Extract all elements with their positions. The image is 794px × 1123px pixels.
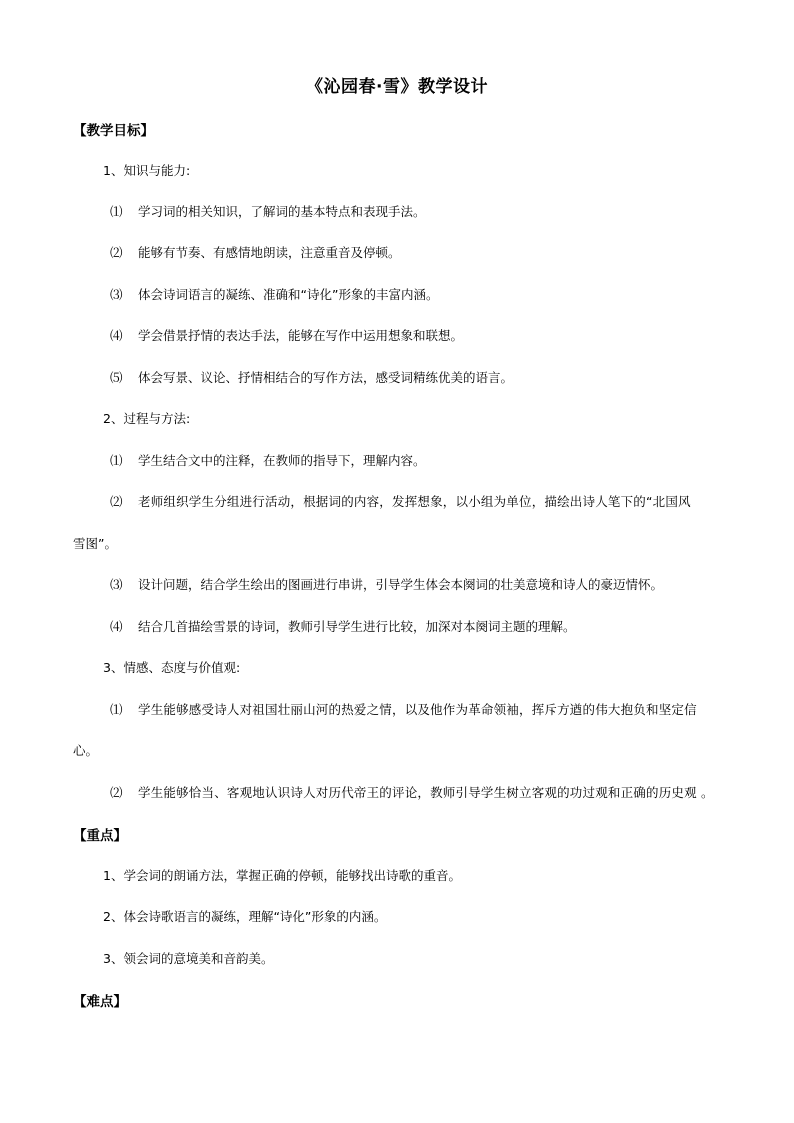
list-item — [110, 368, 513, 386]
list-item — [110, 492, 691, 510]
list-item — [110, 617, 576, 635]
item-text: 学生结合文中的注释，在教师的指导下，理解内容。 — [138, 453, 426, 468]
item-number: ⑷ — [110, 619, 123, 634]
item-number: ⑷ — [110, 328, 123, 343]
key-points-heading: 【重点】 — [73, 828, 127, 844]
item-number: ⑶ — [110, 577, 123, 592]
item-text: 学习词的相关知识，了解词的基本特点和表现手法。 — [138, 204, 426, 219]
item-text: 设计问题，结合学生绘出的图画进行串讲，引导学生体会本阕词的壮美意境和诗人的豪迈情怀。 — [138, 577, 664, 592]
knowledge-label: 1、知识与能力: — [103, 163, 191, 178]
item-number: ⑴ — [110, 453, 123, 468]
item-text: 结合几首描绘雪景的诗词，教师引导学生进行比较，加深对本阕词主题的理解。 — [138, 619, 576, 634]
item-number: ⑴ — [110, 702, 123, 717]
item-number: ⑸ — [110, 370, 123, 385]
list-item — [110, 575, 663, 593]
item-text: 老师组织学生分组进行活动，根据词的内容，发挥想象，以小组为单位，描绘出诗人笔下的“北国风 — [138, 494, 691, 509]
item-number: ⑶ — [110, 287, 123, 302]
objectives-heading: 【教学目标】 — [73, 123, 154, 139]
process-label: 2、过程与方法: — [103, 411, 191, 426]
item-text: 能够有节奏、有感情地朗读，注意重音及停顿。 — [138, 245, 401, 260]
item-continuation: 雪图”。 — [73, 536, 117, 551]
emotion-label: 3、情感、态度与价值观: — [103, 660, 241, 675]
item-number: ⑵ — [110, 494, 123, 509]
key-point-item: 1、学会词的朗诵方法，掌握正确的停顿，能够找出诗歌的重音。 — [103, 868, 461, 883]
difficulties-heading: 【难点】 — [73, 994, 127, 1010]
document-title: 《沁园春·雪》教学设计 — [306, 77, 488, 97]
item-number: ⑵ — [110, 785, 123, 800]
item-text: 学生能够感受诗人对祖国壮丽山河的热爱之情，以及他作为革命领袖，挥斥方遒的伟大抱负和坚定信 — [138, 702, 697, 717]
list-item — [110, 326, 463, 344]
list-item — [110, 285, 438, 303]
list-item — [110, 202, 426, 220]
item-text: 体会写景、议论、抒情相结合的写作方法，感受词精练优美的语言。 — [138, 370, 514, 385]
item-text: 体会诗词语言的凝练、准确和“诗化”形象的丰富内涵。 — [138, 287, 439, 302]
key-point-item: 3、领会词的意境美和音韵美。 — [103, 951, 274, 966]
item-number: ⑵ — [110, 245, 123, 260]
item-text: 学生能够恰当、客观地认识诗人对历代帝王的评论，教师引导学生树立客观的功过观和正确的历史观 。 — [138, 785, 714, 800]
item-number: ⑴ — [110, 204, 123, 219]
key-point-item: 2、体会诗歌语言的凝练，理解“诗化”形象的内涵。 — [103, 909, 387, 924]
list-item — [110, 783, 714, 801]
item-text: 学会借景抒情的表达手法，能够在写作中运用想象和联想。 — [138, 328, 464, 343]
list-item — [110, 243, 401, 261]
list-item — [110, 451, 426, 469]
item-continuation: 心。 — [73, 743, 99, 758]
list-item — [110, 700, 697, 718]
